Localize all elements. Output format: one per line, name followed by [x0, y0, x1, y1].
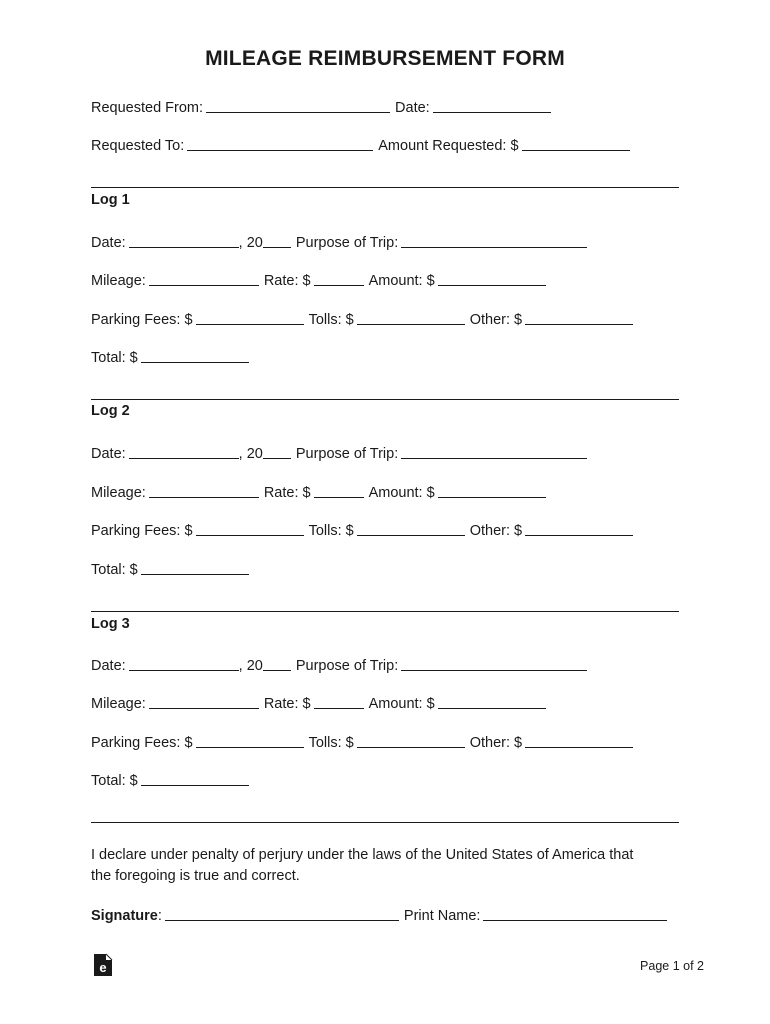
log-mileage-row	[91, 690, 546, 712]
other-field[interactable]	[525, 746, 633, 748]
log-date-row	[91, 440, 587, 462]
purpose-field[interactable]	[401, 669, 587, 671]
mileage-field[interactable]	[149, 707, 259, 709]
year-prefix: , 20	[238, 446, 263, 462]
other-label: Other: $	[469, 312, 523, 328]
date-label: Date:	[91, 658, 126, 674]
tolls-label: Tolls: $	[308, 523, 354, 539]
other-field[interactable]	[525, 534, 633, 536]
rate-label: Rate: $	[263, 696, 311, 712]
section-divider	[91, 399, 679, 400]
mileage-field[interactable]	[149, 496, 259, 498]
declaration-text	[91, 845, 681, 887]
date-label: Date:	[91, 235, 126, 251]
log-total-row	[91, 556, 249, 578]
amount-requested-field[interactable]	[522, 149, 630, 151]
log-total-row	[91, 767, 249, 789]
signature-colon: :	[157, 908, 162, 924]
declaration-line: I declare under penalty of perjury under the laws of the United States of America that	[91, 847, 634, 863]
page-number: Page 1 of 2	[640, 959, 704, 973]
requested-to-field[interactable]	[187, 149, 373, 151]
rate-label: Rate: $	[263, 485, 311, 501]
amount-field[interactable]	[438, 284, 546, 286]
print-name-field[interactable]	[483, 919, 667, 921]
log-mileage-row	[91, 267, 546, 289]
log-fees-row	[91, 306, 633, 328]
tolls-label: Tolls: $	[308, 735, 354, 751]
rate-field[interactable]	[314, 284, 364, 286]
purpose-field[interactable]	[401, 246, 587, 248]
rate-label: Rate: $	[263, 273, 311, 289]
year-field[interactable]	[263, 669, 291, 671]
date-field[interactable]	[129, 457, 239, 459]
log-title: Log 1	[91, 192, 130, 208]
other-label: Other: $	[469, 735, 523, 751]
parking-field[interactable]	[196, 534, 304, 536]
rate-field[interactable]	[314, 496, 364, 498]
date-label: Date:	[91, 446, 126, 462]
log-fees-row	[91, 517, 633, 539]
tolls-label: Tolls: $	[308, 312, 354, 328]
tolls-field[interactable]	[357, 534, 465, 536]
mileage-label: Mileage:	[91, 485, 146, 501]
total-field[interactable]	[141, 361, 249, 363]
total-label: Total: $	[91, 562, 138, 578]
amount-label: Amount: $	[368, 485, 435, 501]
log-title: Log 3	[91, 616, 130, 632]
purpose-field[interactable]	[401, 457, 587, 459]
total-label: Total: $	[91, 773, 138, 789]
requested-from-field[interactable]	[206, 111, 390, 113]
total-field[interactable]	[141, 573, 249, 575]
parking-label: Parking Fees: $	[91, 523, 193, 539]
parking-label: Parking Fees: $	[91, 735, 193, 751]
declaration-line: the foregoing is true and correct.	[91, 868, 300, 884]
year-prefix: , 20	[238, 235, 263, 251]
print-name-label: Print Name:	[403, 908, 481, 924]
date-field[interactable]	[129, 669, 239, 671]
total-label: Total: $	[91, 350, 138, 366]
form-title: MILEAGE REIMBURSEMENT FORM	[205, 47, 565, 70]
mileage-field[interactable]	[149, 284, 259, 286]
header-date-label: Date:	[395, 100, 430, 116]
total-field[interactable]	[141, 784, 249, 786]
header-date-field[interactable]	[433, 111, 551, 113]
signature-row	[91, 902, 667, 924]
tolls-field[interactable]	[357, 323, 465, 325]
other-field[interactable]	[525, 323, 633, 325]
signature-label: Signature	[91, 908, 158, 924]
amount-field[interactable]	[438, 707, 546, 709]
parking-label: Parking Fees: $	[91, 312, 193, 328]
parking-field[interactable]	[196, 323, 304, 325]
log-mileage-row	[91, 479, 546, 501]
amount-label: Amount: $	[368, 273, 435, 289]
rate-field[interactable]	[314, 707, 364, 709]
tolls-field[interactable]	[357, 746, 465, 748]
requested-from-row	[91, 94, 551, 116]
mileage-label: Mileage:	[91, 696, 146, 712]
year-prefix: , 20	[238, 658, 263, 674]
date-field[interactable]	[129, 246, 239, 248]
purpose-label: Purpose of Trip:	[295, 235, 399, 251]
year-field[interactable]	[263, 457, 291, 459]
section-divider	[91, 187, 679, 188]
log-total-row	[91, 344, 249, 366]
eforms-logo-icon	[93, 953, 113, 977]
log-date-row	[91, 652, 587, 674]
amount-field[interactable]	[438, 496, 546, 498]
requested-to-row	[91, 132, 630, 154]
log-title: Log 2	[91, 403, 130, 419]
amount-label: Amount: $	[368, 696, 435, 712]
signature-field[interactable]	[165, 919, 399, 921]
log-date-row	[91, 229, 587, 251]
amount-requested-label: Amount Requested: $	[378, 138, 519, 154]
other-label: Other: $	[469, 523, 523, 539]
purpose-label: Purpose of Trip:	[295, 446, 399, 462]
section-divider	[91, 822, 679, 823]
purpose-label: Purpose of Trip:	[295, 658, 399, 674]
year-field[interactable]	[263, 246, 291, 248]
parking-field[interactable]	[196, 746, 304, 748]
section-divider	[91, 611, 679, 612]
mileage-label: Mileage:	[91, 273, 146, 289]
log-fees-row	[91, 729, 633, 751]
svg-text:e: e	[99, 960, 107, 975]
requested-from-label: Requested From:	[91, 100, 204, 116]
requested-to-label: Requested To:	[91, 138, 185, 154]
